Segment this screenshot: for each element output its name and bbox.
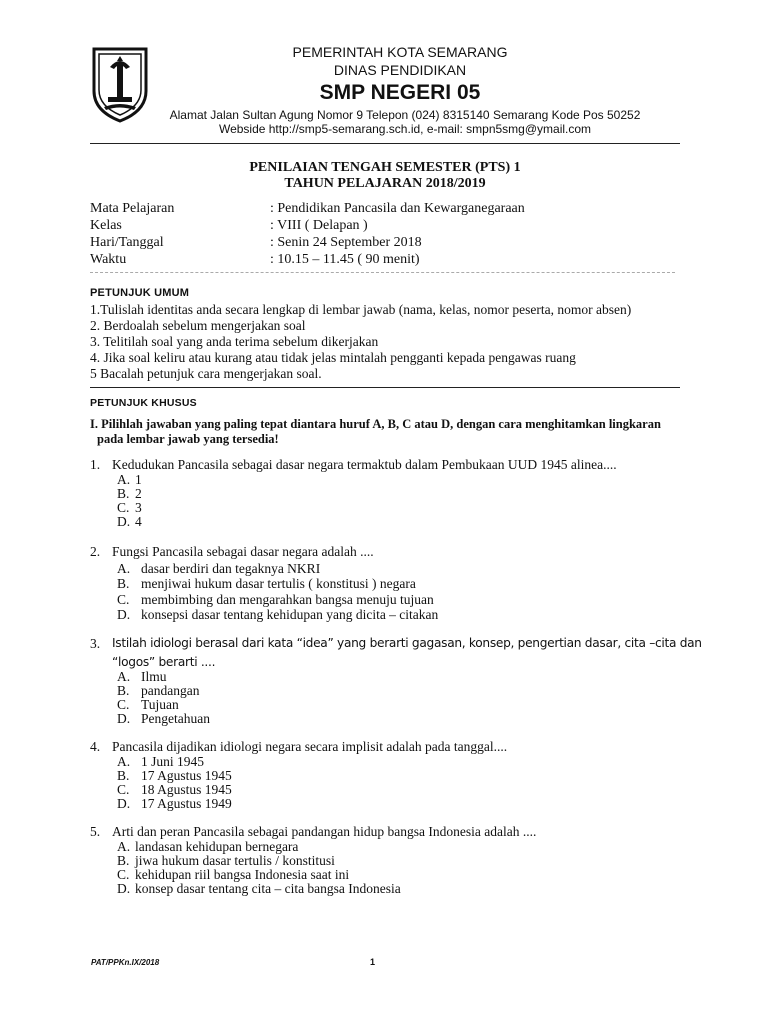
header-divider xyxy=(90,143,680,144)
section-divider xyxy=(90,387,680,388)
government-name: PEMERINTAH KOTA SEMARANG xyxy=(292,44,508,60)
option-letter: B. xyxy=(117,853,130,868)
option-letter: D. xyxy=(117,881,131,896)
general-instruction-item: 1.Tulislah identitas anda secara lengkap di lembar jawab (nama, kelas, nomor peserta, nomor absen) xyxy=(90,302,632,317)
option-text: 2 xyxy=(135,486,142,501)
info-divider xyxy=(90,272,675,273)
department-name: DINAS PENDIDIKAN xyxy=(333,62,467,78)
info-row-time xyxy=(90,252,680,269)
question-number: 2. xyxy=(90,544,101,559)
specific-instruction-line-2: pada lembar jawab yang tersedia! xyxy=(97,432,279,446)
option-letter: A. xyxy=(117,561,131,576)
question-text: Pancasila dijadikan idiologi negara secara implisit adalah pada tanggal.... xyxy=(112,739,508,754)
specific-instructions-heading: PETUNJUK KHUSUS xyxy=(90,397,197,409)
school-website: Webside http://smp5-semarang.sch.id, e-mail: smpn5smg@ymail.com xyxy=(218,122,592,136)
option-text: Ilmu xyxy=(141,669,167,684)
option-letter: D. xyxy=(117,711,131,726)
question-text-continued: “logos” berarti .... xyxy=(112,655,216,669)
option-text: 4 xyxy=(135,514,142,529)
info-label: Waktu xyxy=(90,252,127,267)
option-text: pandangan xyxy=(141,683,200,698)
option-text: Tujuan xyxy=(141,697,179,712)
general-instruction-item: 3. Telitilah soal yang anda terima sebelum dikerjakan xyxy=(90,334,379,349)
info-row-date xyxy=(90,235,680,252)
question-text: Kedudukan Pancasila sebagai dasar negara termaktub dalam Pembukaan UUD 1945 alinea.... xyxy=(112,457,617,472)
general-instruction-item: 4. Jika soal keliru atau kurang atau tidak jelas mintalah pengganti kepada pengawas ruang xyxy=(90,350,576,365)
question-text: Arti dan peran Pancasila sebagai pandangan hidup bangsa Indonesia adalah .... xyxy=(112,824,537,839)
option-text: membimbing dan mengarahkan bangsa menuju tujuan xyxy=(141,592,434,607)
option-letter: C. xyxy=(117,592,130,607)
option-text: 1 Juni 1945 xyxy=(141,754,205,769)
option-letter: A. xyxy=(117,669,131,684)
option-text: kehidupan riil bangsa Indonesia saat ini xyxy=(135,867,350,882)
general-instructions-heading: PETUNJUK UMUM xyxy=(90,287,190,299)
option-letter: A. xyxy=(117,472,131,487)
option-text: konsepsi dasar tentang kehidupan yang dicita – citakan xyxy=(141,607,439,622)
footer-document-code: PAT/PPKn.IX/2018 xyxy=(91,958,160,967)
footer-page-number: 1 xyxy=(370,957,376,967)
general-instruction-item: 5 Bacalah petunjuk cara mengerjakan soal. xyxy=(90,366,322,381)
question-number: 1. xyxy=(90,457,101,472)
option-text: landasan kehidupan bernegara xyxy=(135,839,299,854)
info-label: Kelas xyxy=(90,218,122,233)
option-letter: D. xyxy=(117,796,131,811)
option-letter: B. xyxy=(117,486,130,501)
question-number: 5. xyxy=(90,824,101,839)
option-letter: B. xyxy=(117,768,130,783)
exam-title: PENILAIAN TENGAH SEMESTER (PTS) 1 xyxy=(249,160,521,175)
option-letter: A. xyxy=(117,839,131,854)
school-name: SMP NEGERI 05 xyxy=(319,81,481,104)
info-value: : Senin 24 September 2018 xyxy=(270,235,422,250)
option-letter: C. xyxy=(117,782,130,797)
option-letter: D. xyxy=(117,514,131,529)
option-letter: B. xyxy=(117,683,130,698)
option-text: 17 Agustus 1945 xyxy=(141,768,232,783)
info-label: Mata Pelajaran xyxy=(90,201,175,216)
question-number: 4. xyxy=(90,739,101,754)
question-number: 3. xyxy=(90,636,101,651)
option-letter: A. xyxy=(117,754,131,769)
option-text: 18 Agustus 1945 xyxy=(141,782,232,797)
info-label: Hari/Tanggal xyxy=(90,235,164,250)
option-letter: C. xyxy=(117,697,130,712)
specific-instruction-line-1: I. Pilihlah jawaban yang paling tepat diantara huruf A, B, C atau D, dengan cara menghitamkan lingkaran xyxy=(90,417,661,431)
exam-year: TAHUN PELAJARAN 2018/2019 xyxy=(284,176,486,191)
general-instruction-item: 2. Berdoalah sebelum mengerjakan soal xyxy=(90,318,306,333)
option-text: Pengetahuan xyxy=(141,711,210,726)
question-text: Fungsi Pancasila sebagai dasar negara adalah .... xyxy=(112,544,374,559)
option-letter: C. xyxy=(117,867,130,882)
option-letter: C. xyxy=(117,500,130,515)
option-text: 17 Agustus 1949 xyxy=(141,796,232,811)
option-text: 1 xyxy=(135,472,142,487)
option-text: 3 xyxy=(135,500,142,515)
info-row-subject xyxy=(90,201,680,218)
question-text: Istilah idiologi berasal dari kata “idea” yang berarti gagasan, konsep, pengertian dasar, cita –cita dan xyxy=(112,636,702,650)
option-text: dasar berdiri dan tegaknya NKRI xyxy=(141,561,321,576)
school-address: Alamat Jalan Sultan Agung Nomor 9 Telepon (024) 8315140 Semarang Kode Pos 50252 xyxy=(169,108,641,122)
option-text: konsep dasar tentang cita – cita bangsa Indonesia xyxy=(135,881,401,896)
info-value: : Pendidikan Pancasila dan Kewarganegaraan xyxy=(270,201,525,216)
option-letter: B. xyxy=(117,576,130,591)
option-letter: D. xyxy=(117,607,131,622)
option-text: menjiwai hukum dasar tertulis ( konstitusi ) negara xyxy=(141,576,416,591)
option-text: jiwa hukum dasar tertulis / konstitusi xyxy=(135,853,335,868)
info-value: : VIII ( Delapan ) xyxy=(270,218,368,233)
info-value: : 10.15 – 11.45 ( 90 menit) xyxy=(270,252,420,267)
info-row-class xyxy=(90,218,680,235)
